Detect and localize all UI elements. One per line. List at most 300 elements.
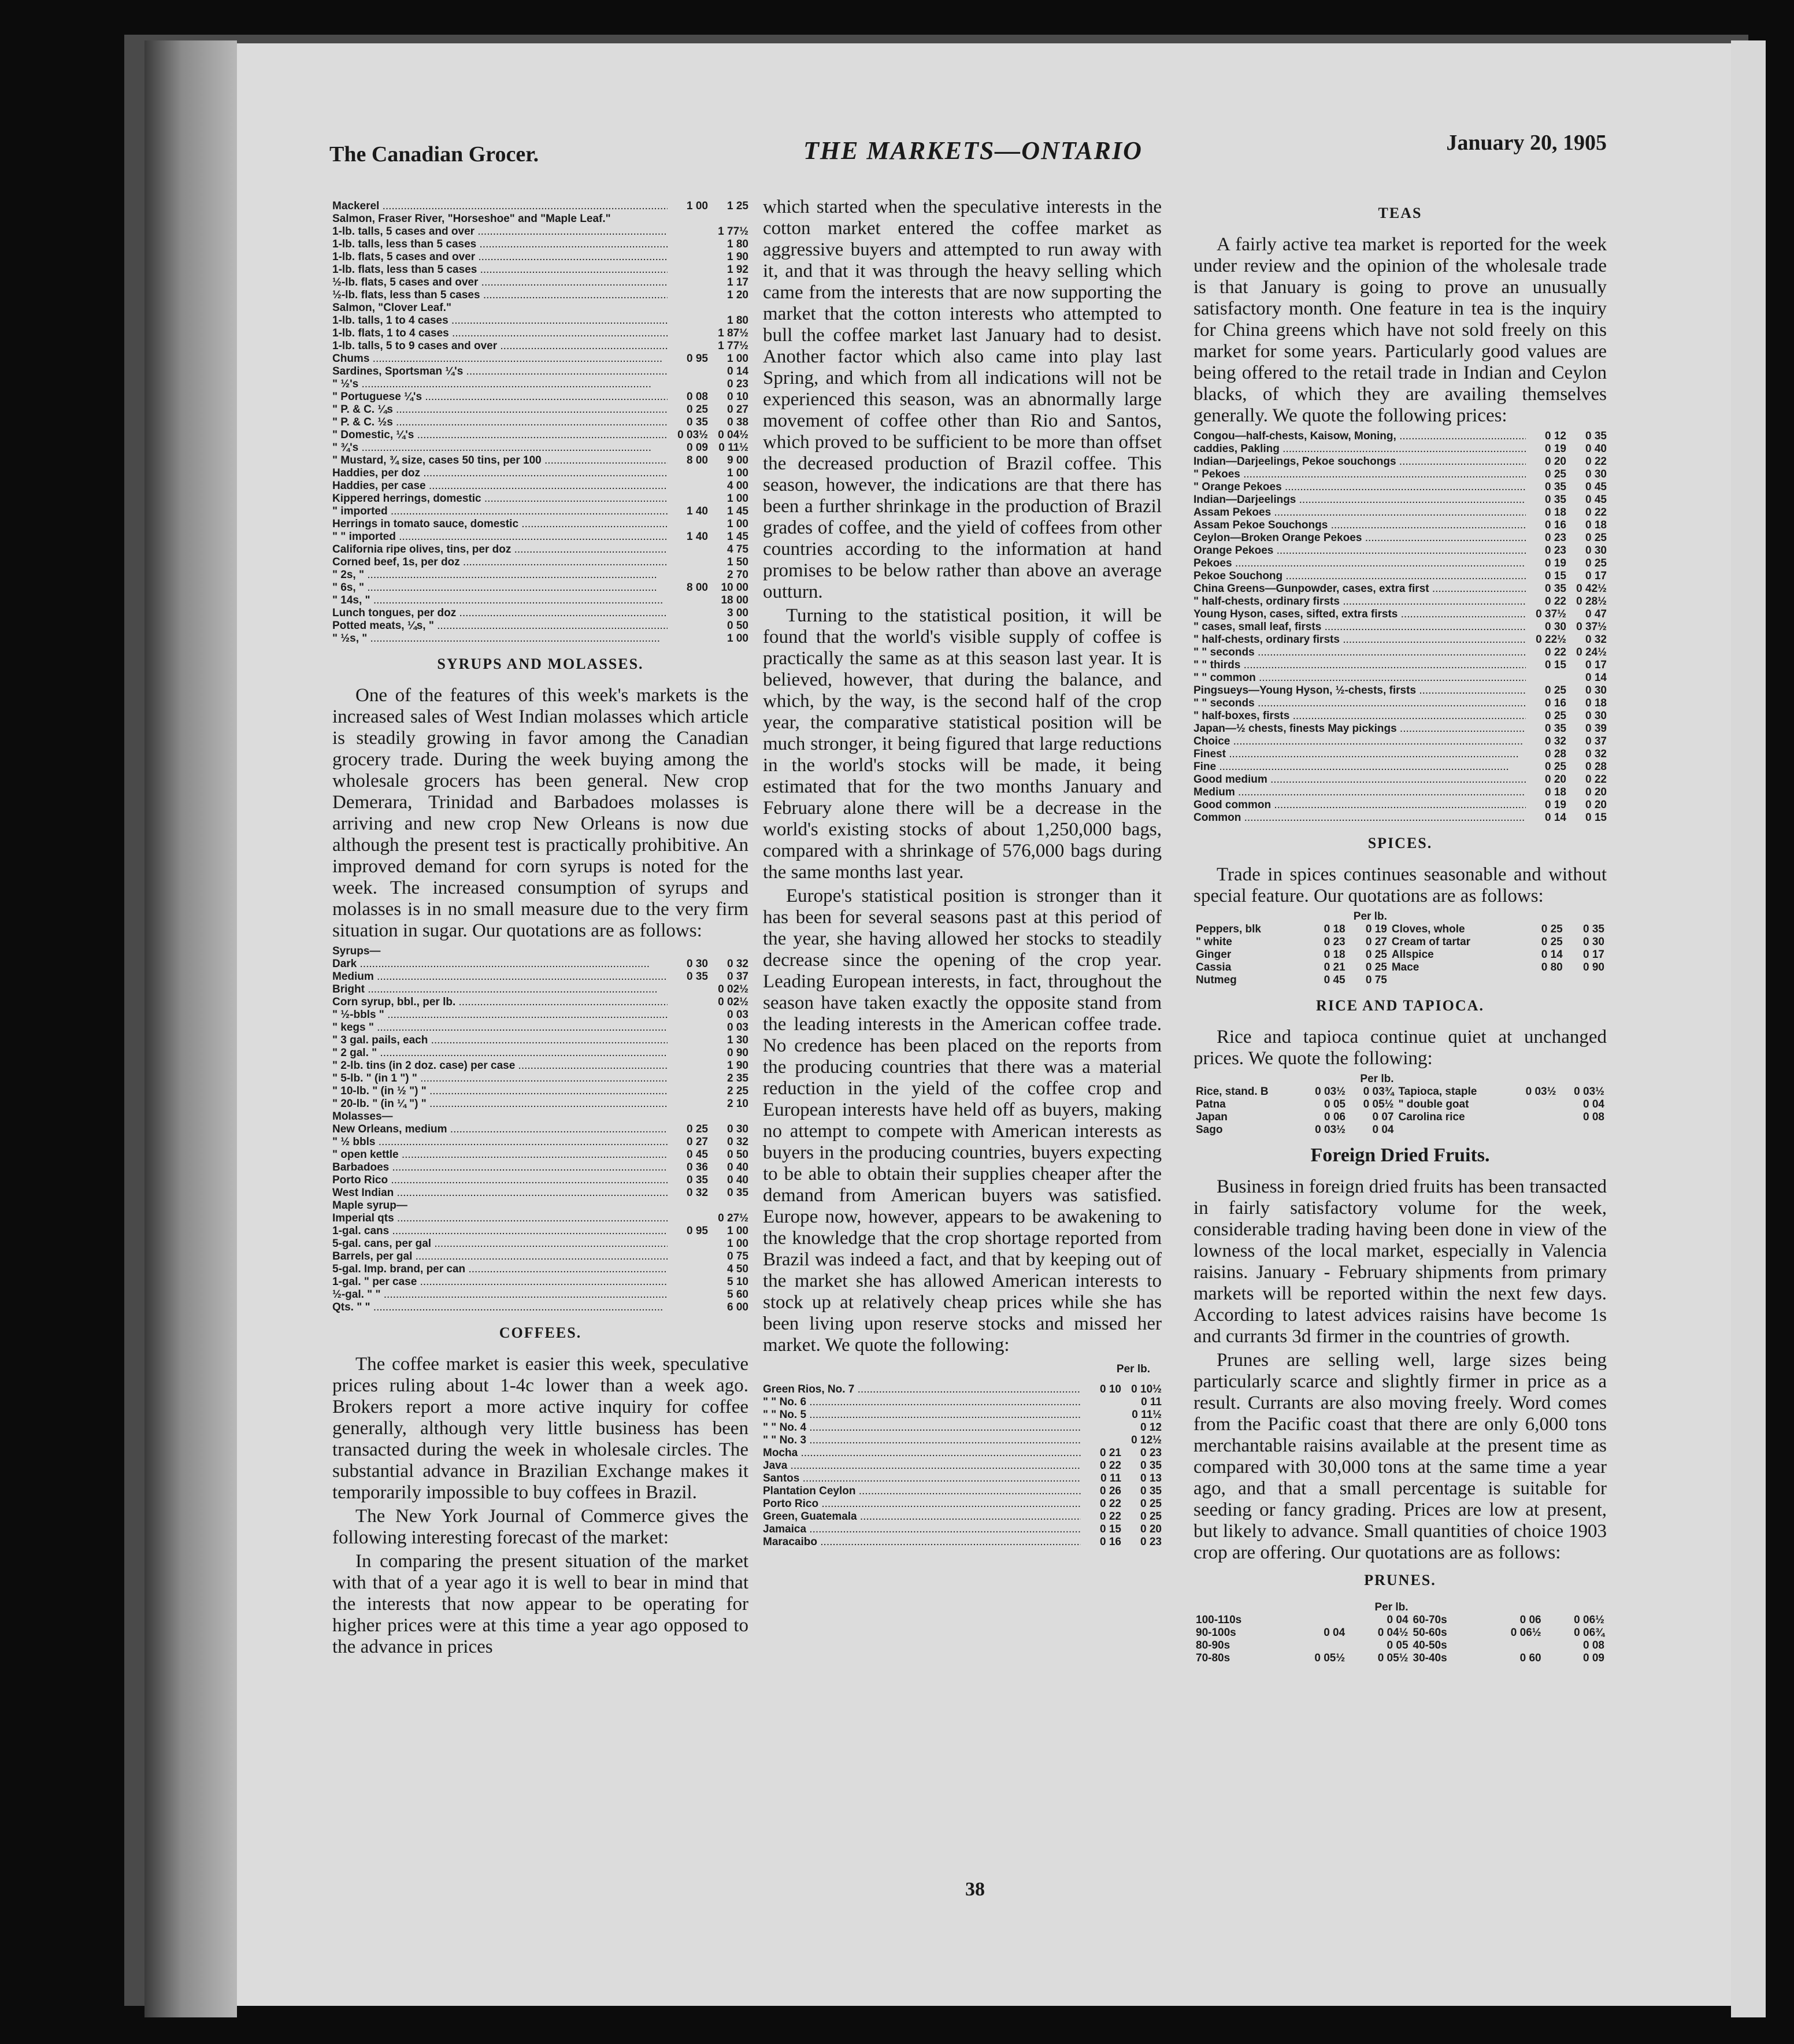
price-item-label: " " seconds ..... (1193, 646, 1526, 659)
price-item-label: 80-90s (1196, 1639, 1230, 1652)
price-item-label: Assam Pekoes ..... (1193, 506, 1526, 519)
price-high: 6 00 (727, 1301, 748, 1313)
price-item-label: ½-lb. flats, 5 cases and over ..... (332, 276, 668, 289)
price-high: 0 40 (1585, 443, 1607, 455)
price-low: 0 19 (1545, 557, 1566, 569)
price-high: 0 11½ (1132, 1409, 1162, 1421)
price-row (1193, 1652, 1607, 1665)
price-row (1193, 1614, 1607, 1627)
price-row (332, 1085, 748, 1098)
price-row (332, 971, 748, 983)
price-high: 0 22 (1585, 456, 1607, 468)
price-high: 0 25 (1585, 557, 1607, 569)
price-item-label: 1-lb. flats, 5 cases and over ..... (332, 251, 668, 264)
price-row (1193, 634, 1607, 646)
price-high: 0 20 (1585, 786, 1607, 798)
price-low: 0 25 (1545, 684, 1566, 697)
price-row (332, 225, 748, 238)
price-high: 0 32 (1585, 634, 1607, 646)
price-low: 0 28 (1545, 748, 1566, 760)
price-high: 0 90 (727, 1047, 748, 1059)
price-high: 0 32 (727, 1136, 748, 1148)
price-high: 0 17 (1585, 659, 1607, 671)
price-high: 0 50 (727, 620, 748, 632)
price-low: 0 18 (1545, 786, 1566, 798)
price-item-label: " " No. 5 ..... (763, 1409, 1081, 1421)
price-item-label: Maple syrup— (332, 1199, 407, 1212)
price-item-label: " 3 gal. pails, each ..... (332, 1034, 668, 1047)
price-high: 0 30 (1585, 684, 1607, 697)
price-low: 8 00 (687, 582, 708, 594)
price-value: 0 80 (1541, 961, 1563, 973)
price-high: 0 28½ (1576, 595, 1607, 608)
price-item-label: " 14s, " ..... (332, 594, 668, 607)
price-high: 0 27½ (718, 1212, 748, 1224)
price-low: 0 22 (1100, 1510, 1121, 1523)
price-item-label: Ceylon—Broken Orange Pekoes ..... (1193, 532, 1526, 545)
price-value: 0 05 (1387, 1639, 1408, 1652)
price-low (668, 276, 708, 289)
price-high: 0 11½ (718, 442, 748, 454)
price-high: 1 00 (727, 493, 748, 505)
price-item-label: Salmon, "Clover Leaf." (332, 302, 451, 314)
price-high: 0 40 (727, 1161, 748, 1173)
price-low: 0 35 (1545, 481, 1566, 493)
price-item-label: Kippered herrings, domestic ..... (332, 493, 668, 505)
price-value: 0 04 (1372, 1124, 1394, 1136)
price-row (332, 607, 748, 620)
price-item-label: Plantation Ceylon ..... (763, 1485, 1081, 1498)
price-row (332, 467, 748, 480)
price-high (708, 213, 748, 225)
price-high: 1 92 (727, 264, 748, 276)
price-item-label: Green, Guatemala ..... (763, 1510, 1081, 1523)
price-value (1284, 1639, 1347, 1652)
price-row (763, 1523, 1162, 1536)
price-row (332, 1301, 748, 1314)
price-low: 0 14 (1545, 812, 1566, 824)
price-high: 0 35 (1140, 1460, 1162, 1472)
price-row (332, 340, 748, 353)
price-low (668, 1288, 708, 1301)
price-value (1565, 974, 1607, 987)
price-value (1523, 974, 1565, 987)
price-row (332, 1174, 748, 1187)
price-low (668, 945, 708, 958)
rice-heading: RICE AND TAPIOCA. (1316, 997, 1484, 1014)
price-high: 0 22 (1585, 773, 1607, 786)
price-value (1480, 1639, 1543, 1652)
price-value: 0 14 (1541, 949, 1563, 961)
price-item-label: " open kettle ..... (332, 1149, 668, 1161)
price-row (332, 1098, 748, 1110)
europe-paragraph: Europe's statistical position is stronger than it has been for several seasons past at this period of the year, she having allowed her stocks to steadily decrease since the opening of the crop year. Leading European interests, in fact, throughout the season have taken exactly the opposite stand from the leading interests in the American coffee trade. No credence has been placed on the reports from the producing countries that there was a material reduction in the yield of the coffee crop and European interests have held off as buyers, making no attempt to compete with American interests as buyers in the producing countries, buyers expecting to be able to obtain their supplies cheaper after the demand from American buyers was satisfied. Europe now, however, appears to be awakening to the knowledge that the crop shortage reported from Brazil was indeed a fact, and that by keeping out of the market she has allowed American interests to stock up at relatively cheap prices while she has been living upon reserve stocks and missed her market. We quote the following: (763, 886, 1162, 1356)
price-low (668, 1047, 708, 1060)
price-value: 0 03½ (1315, 1086, 1345, 1098)
price-value: 0 75 (1365, 974, 1387, 986)
price-low: 0 25 (687, 403, 708, 416)
price-high: 0 50 (727, 1149, 748, 1161)
price-item-label: Mocha ..... (763, 1447, 1081, 1460)
price-row (1193, 481, 1607, 494)
price-value: 0 03½ (1574, 1086, 1604, 1098)
price-low: 0 08 (687, 391, 708, 403)
price-item-label: " P. & C. ¼s ..... (332, 403, 668, 416)
price-value (1510, 1098, 1559, 1111)
price-item-label: caddies, Pakling ..... (1193, 443, 1526, 456)
price-item-label: Congou—half-chests, Kaisow, Moning, ..... (1193, 430, 1526, 443)
price-row (332, 1047, 748, 1060)
price-row (1193, 761, 1607, 773)
price-item-label: " " No. 6 ..... (763, 1396, 1081, 1409)
coffee-unit-label: Per lb. (1116, 1363, 1150, 1375)
price-item-label: 1-lb. talls, 5 to 9 cases and over ..... (332, 340, 668, 353)
price-low (668, 225, 708, 238)
price-high: 0 30 (1585, 545, 1607, 557)
column-1 (332, 197, 748, 1660)
price-row (1193, 443, 1607, 456)
price-row (332, 1187, 748, 1199)
price-value: 0 23 (1324, 936, 1345, 948)
price-low: 0 30 (1545, 621, 1566, 633)
price-row (332, 531, 748, 543)
price-row (332, 403, 748, 416)
price-low (1081, 1409, 1121, 1421)
price-row (332, 353, 748, 365)
price-item-label: Choice ..... (1193, 735, 1526, 748)
price-item-label: Carolina rice (1398, 1111, 1465, 1123)
rice-unit-label: Per lb. (1360, 1073, 1394, 1085)
issue-date: January 20, 1905 (1446, 131, 1607, 155)
price-item-label: West Indian ..... (332, 1187, 668, 1199)
price-low: 0 19 (1545, 443, 1566, 455)
price-high: 0 25 (1140, 1510, 1162, 1523)
price-low: 0 15 (1545, 659, 1566, 671)
price-low (668, 251, 708, 264)
price-high: 2 25 (727, 1085, 748, 1097)
price-item-label: China Greens—Gunpowder, cases, extra first ..... (1193, 583, 1526, 595)
price-item-label: Fine ..... (1193, 761, 1526, 773)
price-row (332, 996, 748, 1009)
price-item-label: " half-boxes, firsts ..... (1193, 710, 1526, 723)
price-high: 4 50 (727, 1263, 748, 1275)
price-high: 1 50 (727, 556, 748, 568)
price-high: 1 90 (727, 1060, 748, 1072)
price-item-label: Mackerel ..... (332, 200, 668, 213)
price-item-label: Tapioca, staple (1398, 1086, 1477, 1098)
price-high: 0 27 (727, 403, 748, 416)
price-row (1193, 786, 1607, 799)
price-low: 0 23 (1545, 532, 1566, 544)
price-row (1193, 697, 1607, 710)
price-row (1193, 684, 1607, 697)
price-item-label: Chums ..... (332, 353, 668, 365)
price-item-label: " " seconds ..... (1193, 697, 1526, 710)
spices-price-table (1193, 910, 1607, 987)
price-high: 0 28 (1585, 761, 1607, 773)
price-high: 5 10 (727, 1276, 748, 1288)
price-row (332, 378, 748, 391)
price-high: 0 42½ (1576, 583, 1607, 595)
column-2 (763, 197, 1162, 1557)
price-high: 0 23 (727, 378, 748, 390)
price-value: 0 08 (1583, 1111, 1604, 1123)
price-high: 1 17 (727, 276, 748, 288)
price-item-label: Imperial qts ..... (332, 1212, 668, 1225)
price-item-label: Ginger (1196, 949, 1232, 961)
price-item-label: " cases, small leaf, firsts ..... (1193, 621, 1526, 634)
price-high: 0 35 (1140, 1485, 1162, 1497)
price-row (1193, 812, 1607, 824)
price-row (332, 1009, 748, 1021)
price-item-label: 30-40s (1413, 1652, 1447, 1664)
price-low (668, 1263, 708, 1276)
price-row (332, 1123, 748, 1136)
coffee-price-table (763, 1383, 1162, 1549)
price-low (668, 1034, 708, 1047)
price-low (668, 378, 708, 391)
price-high: 0 25 (1585, 532, 1607, 544)
price-row (1193, 1639, 1607, 1652)
price-low: 0 23 (1545, 545, 1566, 557)
price-value: 0 90 (1583, 961, 1604, 973)
price-low (668, 1098, 708, 1110)
price-item-label: Bright ..... (332, 983, 668, 996)
price-high: 1 87½ (718, 327, 748, 339)
price-row (1193, 608, 1607, 621)
price-item-label: Young Hyson, cases, sifted, extra firsts ..... (1193, 608, 1526, 621)
price-low: 0 18 (1545, 506, 1566, 519)
price-item-label: Jamaica ..... (763, 1523, 1081, 1536)
price-high: 1 00 (727, 353, 748, 365)
price-row (763, 1472, 1162, 1485)
price-item-label: 5-gal. Imp. brand, per can ..... (332, 1263, 668, 1276)
price-value: 0 04 (1324, 1627, 1345, 1639)
price-value: 0 06 (1519, 1614, 1541, 1626)
price-item-label: 5-gal. cans, per gal ..... (332, 1238, 668, 1250)
price-item-label: Finest ..... (1193, 748, 1526, 761)
price-row (332, 1263, 748, 1276)
price-high (708, 302, 748, 314)
price-row (763, 1485, 1162, 1498)
price-high: 0 37½ (1576, 621, 1607, 633)
price-high: 0 10½ (1131, 1383, 1162, 1395)
price-item-label (1389, 974, 1524, 987)
price-value (1558, 1124, 1607, 1136)
price-row (332, 1161, 748, 1174)
price-low: 0 09 (687, 442, 708, 454)
price-low: 0 35 (687, 1174, 708, 1186)
price-item-label: Porto Rico ..... (763, 1498, 1081, 1510)
price-item-label: Sardines, Sportsman ¼'s ..... (332, 365, 668, 378)
price-high: 0 38 (727, 416, 748, 428)
statistical-paragraph: Turning to the statistical position, it will be found that the world's visible supply of coffee is practically the same as at this season last year. It is believed, however, that during the balance, and which, by the way, is the second half of the crop year, the comparative statistical position will be much stronger, it being figured that large reductions in the world's stocks will be made, it being estimated that for the two months January and February alone there will be a decrease in the world's existing stocks of about 1,250,000 bags, compared with a shrinkage of 576,000 bags during the same months last year. (763, 605, 1162, 883)
price-item-label: Corn syrup, bbl., per lb. ..... (332, 996, 668, 1009)
price-row (332, 314, 748, 327)
column-3 (1193, 197, 1607, 1673)
price-row (1193, 659, 1607, 672)
publication-title: The Canadian Grocer. (329, 142, 539, 166)
price-high: 0 17 (1585, 570, 1607, 582)
price-item-label: Pekoe Souchong ..... (1193, 570, 1526, 583)
price-high: 0 30 (1585, 710, 1607, 722)
price-item-label: California ripe olives, tins, per doz ..... (332, 543, 668, 556)
price-row (332, 569, 748, 582)
price-low: 0 35 (1545, 723, 1566, 735)
price-value: 0 05 (1324, 1098, 1345, 1110)
price-row (1193, 519, 1607, 532)
price-item-label: " ½ bbls ..... (332, 1136, 668, 1149)
price-row (1193, 1086, 1607, 1098)
price-item-label: Medium ..... (1193, 786, 1526, 799)
price-value: 0 17 (1583, 949, 1604, 961)
price-row (1193, 936, 1607, 949)
price-row (1193, 532, 1607, 545)
price-value: 0 09 (1583, 1652, 1604, 1664)
price-item-label: New Orleans, medium ..... (332, 1123, 668, 1136)
page-number: 38 (965, 1879, 985, 1900)
price-value (1284, 1614, 1347, 1627)
price-low (668, 480, 708, 493)
price-low (668, 1250, 708, 1263)
syrups-heading: SYRUPS AND MOLASSES. (437, 656, 644, 672)
price-row (332, 1276, 748, 1288)
price-low: 0 22 (1545, 646, 1566, 658)
price-item-label: 1-lb. flats, less than 5 cases ..... (332, 264, 668, 276)
price-item-label: Santos ..... (763, 1472, 1081, 1485)
price-high: 5 60 (727, 1288, 748, 1301)
price-low: 0 25 (687, 1123, 708, 1135)
price-value: 0 04 (1583, 1098, 1604, 1110)
price-item-label: Cloves, whole (1391, 923, 1465, 935)
price-high: 0 40 (727, 1174, 748, 1186)
price-row (1193, 735, 1607, 748)
price-low: 0 11 (1100, 1472, 1121, 1484)
price-low (1081, 1434, 1121, 1447)
price-low: 0 35 (687, 971, 708, 983)
price-row (1193, 545, 1607, 557)
price-low: 0 35 (1545, 494, 1566, 506)
syrups-paragraph: One of the features of this week's markets is the increased sales of West Indian molasses which article is steadily growing in favor among the Canadian grocery trade. During the week buying among the wholesale grocers has been general. New crop Demerara, Trinidad and Barbadoes molasses is arriving and new crop New Orleans is now due although the present test is practically prohibitive. An improved demand for corn syrups is noted for the week. The increased consumption of syrups and molasses is in no small measure due to the very firm situation in sugar. Our quotations are as follows: (332, 685, 748, 941)
price-low: 0 37½ (1536, 608, 1566, 620)
price-item-label: ½-lb. flats, less than 5 cases ..... (332, 289, 668, 302)
price-low (1081, 1396, 1121, 1409)
price-high: 2 70 (727, 569, 748, 581)
coffees-paragraph-1: The coffee market is easier this week, speculative prices ruling about 1-4c lower than a week ago. Brokers report a more active inquiry for coffee generally, although very little business has been transacted during the week in wholesale circles. The substantial advance in Brazilian Exchange makes it temporarily impossible to buy coffees in Brazil. (332, 1354, 748, 1503)
price-high: 0 47 (1585, 608, 1607, 620)
price-row (1193, 1098, 1607, 1111)
price-row (332, 289, 748, 302)
price-high: 1 00 (727, 467, 748, 479)
price-high: 2 35 (727, 1072, 748, 1084)
price-low (1526, 672, 1566, 684)
syrups-price-table (332, 945, 748, 1314)
price-high: 0 39 (1585, 723, 1607, 735)
price-low: 0 35 (1545, 583, 1566, 595)
price-row (1193, 949, 1607, 961)
price-high: 1 30 (727, 1034, 748, 1046)
price-low (668, 1199, 708, 1212)
price-row (1193, 961, 1607, 974)
price-low: 0 95 (687, 1225, 708, 1237)
price-low (668, 238, 708, 251)
price-value: 0 25 (1541, 936, 1563, 948)
price-item-label: Japan—½ chests, finests May pickings ..... (1193, 723, 1526, 735)
price-high: 0 12½ (1131, 1434, 1162, 1446)
price-low (668, 1238, 708, 1250)
price-row (1193, 923, 1607, 936)
price-row (332, 1288, 748, 1301)
price-item-label: " Pekoes ..... (1193, 468, 1526, 481)
price-row (332, 1110, 748, 1123)
price-value (1510, 1111, 1559, 1124)
price-row (332, 251, 748, 264)
price-row (332, 302, 748, 314)
fish-price-table (332, 200, 748, 645)
price-low: 0 26 (1100, 1485, 1121, 1497)
price-low (668, 1085, 708, 1098)
price-row (1193, 557, 1607, 570)
price-low (668, 365, 708, 378)
price-high: 0 45 (1585, 481, 1607, 493)
price-row (763, 1498, 1162, 1510)
price-item-label: " Domestic, ¼'s ..... (332, 429, 668, 442)
price-item-label: Patna (1196, 1098, 1226, 1110)
price-row (332, 454, 748, 467)
price-low (668, 607, 708, 620)
price-low (668, 340, 708, 353)
price-low (668, 493, 708, 505)
price-high: 18 00 (721, 594, 748, 606)
price-row (1193, 468, 1607, 481)
price-item-label: Japan (1196, 1111, 1228, 1123)
spices-paragraph: Trade in spices continues seasonable and without special feature. Our quotations are as follows: (1193, 864, 1607, 906)
price-value: 0 03½ (1525, 1086, 1556, 1098)
price-high: 0 35 (727, 1187, 748, 1199)
price-low: 0 16 (1545, 519, 1566, 531)
price-low (668, 620, 708, 632)
prunes-heading: PRUNES. (1364, 1572, 1436, 1588)
price-row (332, 958, 748, 971)
price-row (332, 632, 748, 645)
price-high: 0 14 (1585, 672, 1607, 684)
price-row (332, 983, 748, 996)
price-low (668, 1021, 708, 1034)
price-high: 0 13 (1140, 1472, 1162, 1484)
price-item-label: Common ..... (1193, 812, 1526, 824)
price-row (1193, 1124, 1607, 1136)
price-item-label: Assam Pekoe Souchongs ..... (1193, 519, 1526, 532)
page-header (329, 107, 1607, 166)
price-item-label: " 20-lb. " (in ¼ ") " ..... (332, 1098, 668, 1110)
price-low: 1 40 (687, 505, 708, 517)
price-high: 0 03 (727, 1009, 748, 1021)
price-row (1193, 570, 1607, 583)
teas-heading: TEAS (1378, 205, 1422, 221)
fruits-paragraph-1: Business in foreign dried fruits has been transacted in fairly satisfactory volume for the week, considerable trading having been done in view of the lowness of the local market, especially in Valencia raisins. January - February shipments from primary markets will be reported within the next few days. According to latest advices raisins have become 1s and currants 3d firmer in the countries of growth. (1193, 1176, 1607, 1347)
price-low: 0 95 (687, 353, 708, 365)
price-item-label: Haddies, per doz ..... (332, 467, 668, 480)
price-high: 1 80 (727, 314, 748, 327)
price-row (332, 945, 748, 958)
spices-heading: SPICES. (1367, 835, 1433, 851)
next-page-edge (1731, 40, 1766, 2017)
price-item-label: " " imported ..... (332, 531, 668, 543)
price-item-label: Peppers, blk (1196, 923, 1261, 935)
price-row (1193, 773, 1607, 786)
price-low (668, 467, 708, 480)
price-high: 0 18 (1585, 519, 1607, 531)
